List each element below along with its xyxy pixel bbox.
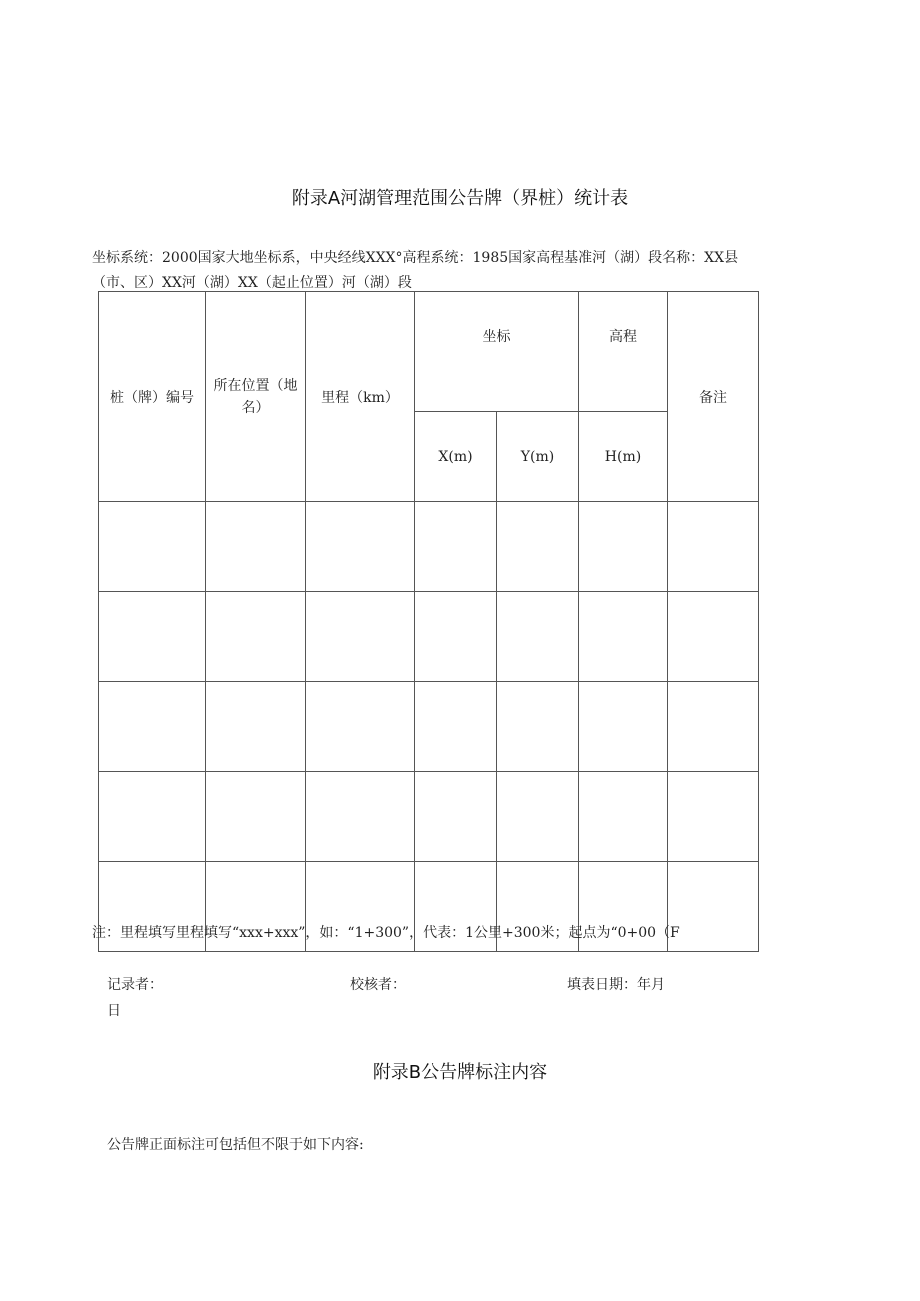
header-elevation: 高程 — [579, 292, 668, 412]
table-row — [99, 502, 759, 592]
table-row — [99, 772, 759, 862]
table-cell[interactable] — [668, 682, 759, 772]
table-cell[interactable] — [99, 592, 206, 682]
appendix-b-title: 附录B公告牌标注内容 — [372, 1062, 548, 1083]
table-cell[interactable] — [497, 592, 579, 682]
table-cell[interactable] — [206, 502, 306, 592]
table-cell[interactable] — [99, 772, 206, 862]
table-row — [99, 682, 759, 772]
table-cell[interactable] — [668, 502, 759, 592]
appendix-a-title: 附录A河湖管理范围公告牌（界桩）统计表 — [291, 188, 629, 209]
table-cell[interactable] — [579, 502, 668, 592]
table-cell[interactable] — [668, 862, 759, 952]
checker-label: 校核者： — [350, 977, 406, 993]
table-cell[interactable] — [99, 502, 206, 592]
table-cell[interactable] — [497, 772, 579, 862]
table-cell[interactable] — [306, 772, 415, 862]
table-row — [99, 592, 759, 682]
appendix-b-intro: 公告牌正面标注可包括但不限于如下内容: — [107, 1137, 364, 1153]
recorder-label: 记录者： — [107, 977, 163, 993]
table-cell[interactable] — [579, 592, 668, 682]
fill-date-day: 日 — [107, 1003, 121, 1019]
table-cell[interactable] — [206, 772, 306, 862]
header-location: 所在位置（地名） — [206, 292, 306, 502]
coordinate-system-line-2: （市、区）XX河（湖）XX（起止位置）河（湖）段 — [92, 275, 412, 291]
fill-date-label: 填表日期：年月 — [567, 977, 665, 993]
table-cell[interactable] — [306, 682, 415, 772]
header-coordinate: 坐标 — [415, 292, 579, 412]
table-cell[interactable] — [415, 502, 497, 592]
table-cell[interactable] — [668, 772, 759, 862]
header-mileage: 里程（km） — [306, 292, 415, 502]
header-remark: 备注 — [668, 292, 759, 502]
boundary-marker-table — [98, 291, 759, 952]
table-cell[interactable] — [415, 682, 497, 772]
table-cell[interactable] — [579, 682, 668, 772]
table-cell[interactable] — [206, 682, 306, 772]
table-cell[interactable] — [579, 772, 668, 862]
header-h: H(m) — [579, 412, 668, 502]
header-x: X(m) — [415, 412, 497, 502]
table-note: 注：里程填写里程填写“xxx+xxx”，如：“1+300”，代表：1公里+300米；起点为“0+00（F — [92, 925, 680, 941]
table-cell[interactable] — [206, 592, 306, 682]
table-cell[interactable] — [306, 502, 415, 592]
table-cell[interactable] — [99, 682, 206, 772]
table-cell[interactable] — [415, 772, 497, 862]
coordinate-system-line-1: 坐标系统：2000国家大地坐标系，中央经线XXX°高程系统：1985国家高程基准河（湖）段名称：XX县 — [92, 250, 739, 266]
table-cell[interactable] — [497, 502, 579, 592]
header-marker-id: 桩（牌）编号 — [99, 292, 206, 502]
table-cell[interactable] — [415, 592, 497, 682]
header-y: Y(m) — [497, 412, 579, 502]
table-cell[interactable] — [306, 592, 415, 682]
table-cell[interactable] — [668, 592, 759, 682]
table-cell[interactable] — [497, 682, 579, 772]
